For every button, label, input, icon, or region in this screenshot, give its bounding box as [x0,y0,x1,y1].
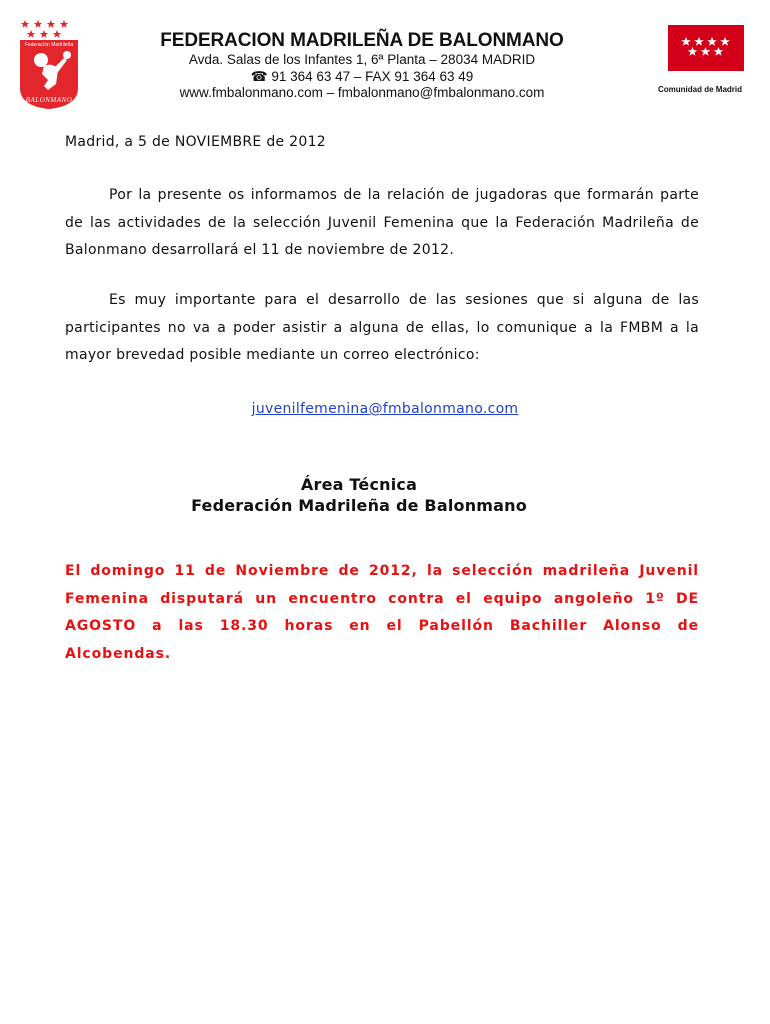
logo-top-text: Federación Madrileña [24,42,74,48]
match-notice: El domingo 11 de Noviembre de 2012, la selección madrileña Juvenil Femenina disputará un encuentro contra el equipo angoleño 1º DE AGOSTO a las 18.30 horas en el Pabellón Bachiller Alonso de Alcobendas. [65,563,699,662]
comunidad-caption: Comunidad de Madrid [658,85,742,94]
web-line: www.fmbalonmano.com – fmbalonmano@fmbalonmano.com [179,85,545,100]
date-line: Madrid, a 5 de NOVIEMBRE de 2012 [65,134,326,150]
phone-line [100,69,624,86]
signature-department: Área Técnica [300,475,418,494]
paragraph-1: Por la presente os informamos de la relación de jugadoras que formarán parte de las actividades de la selección Juvenil Femenina que la Federación Madrileña de Balonmano desarrollará el 11 de noviembre de 2012. [65,187,699,258]
logo-bottom-text: BALONMANO [25,96,73,104]
comunidad-de-madrid-logo-icon [668,25,744,71]
fmbm-logo-icon [18,18,80,110]
phone-text: 91 364 63 47 – FAX 91 364 63 49 [271,68,474,84]
address-line: Avda. Salas de los Infantes 1, 6ª Planta – 28034 MADRID [188,52,536,67]
email-link[interactable]: juvenilfemenina@fmbalonmano.com [251,401,519,417]
paragraph-2: Es muy importante para el desarrollo de las sesiones que si alguna de las participantes no va a poder asistir a alguna de ellas, lo comunique a la FMBM a la mayor brevedad posible mediante un correo electrónico: [65,292,699,363]
email-line [0,396,770,423]
signature-organization: Federación Madrileña de Balonmano [191,496,527,515]
letterhead [100,30,624,102]
federation-title: FEDERACION MADRILEÑA DE BALONMANO [160,30,564,51]
signature-block [65,474,653,516]
telephone-icon: ☎ [250,68,268,84]
